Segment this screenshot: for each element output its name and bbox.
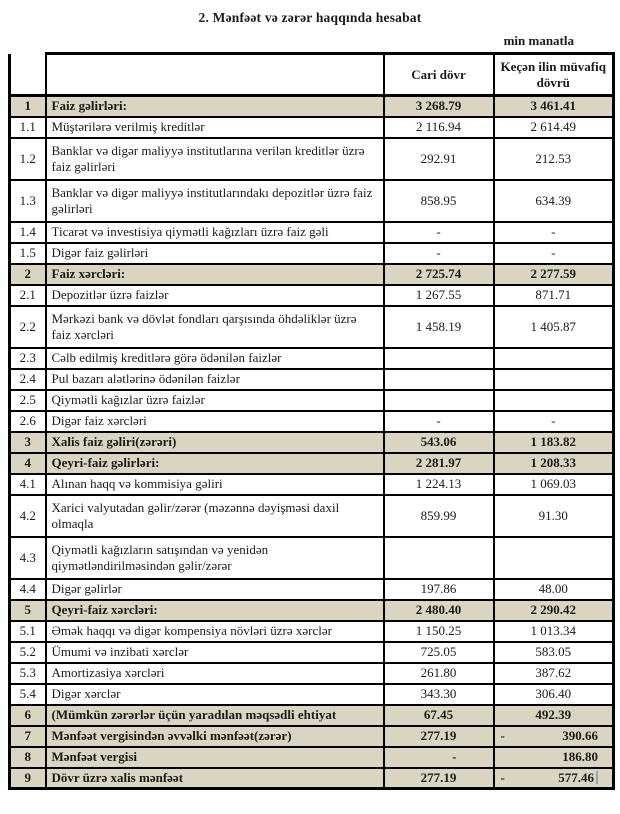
row-label-cell: Qeyri-faiz gəlirləri: <box>46 453 384 474</box>
current-value-cell: 858.95 <box>384 180 494 222</box>
previous-value-cell <box>494 432 614 453</box>
row-label-cell: Faiz xərcləri: <box>46 264 384 285</box>
table-row <box>10 285 614 306</box>
previous-value: 1 069.03 <box>530 476 576 491</box>
row-number-cell: 3 <box>10 432 46 453</box>
current-value-cell: 1 224.13 <box>384 474 494 495</box>
table-row <box>10 474 614 495</box>
current-value-cell <box>384 348 494 369</box>
table-row <box>10 306 614 348</box>
previous-value-cell <box>494 222 614 243</box>
previous-value-cell <box>494 474 614 495</box>
current-value-cell: 197.86 <box>384 579 494 600</box>
row-number-cell: 4.1 <box>10 474 46 495</box>
row-number-cell: 4.4 <box>10 579 46 600</box>
previous-value: 634.39 <box>535 192 572 208</box>
table-row <box>10 726 614 747</box>
row-number-cell: 5.1 <box>10 621 46 642</box>
previous-value: - <box>551 245 556 260</box>
previous-value-cell <box>494 684 614 705</box>
row-number-cell: 6 <box>10 705 46 726</box>
previous-period-header: Keçən ilin müvafiq dövrü <box>494 54 614 96</box>
row-label-cell: Cəlb edilmiş kreditlərə görə ödənilən faizlər <box>46 348 384 369</box>
row-label-cell: Qiymətli kağızlar üzrə faizlər <box>46 390 384 411</box>
row-number-cell: 1 <box>10 96 46 117</box>
row-label-cell: Mənfəət vergisi <box>46 747 384 768</box>
row-number-cell: 9 <box>10 768 46 789</box>
row-label-cell: Depozitlər üzrə faizlər <box>46 285 384 306</box>
table-row <box>10 138 614 180</box>
table-row <box>10 243 614 264</box>
table-row <box>10 453 614 474</box>
previous-value-cell <box>494 600 614 621</box>
table-body <box>10 96 614 789</box>
table-row <box>10 705 614 726</box>
row-number-cell: 4 <box>10 453 46 474</box>
row-number-cell: 2 <box>10 264 46 285</box>
previous-value-cell <box>494 264 614 285</box>
previous-value: 186.80 <box>562 749 598 764</box>
current-value-cell: 2 725.74 <box>384 264 494 285</box>
previous-value-cell <box>494 285 614 306</box>
row-label-cell: (Mümkün zərərlər üçün yaradılan məqsədli ehtiyat <box>46 705 384 726</box>
profit-loss-table <box>8 52 615 790</box>
previous-value-cell <box>494 495 614 537</box>
report-title: 2. Mənfəət və zərər haqqında hesabat <box>198 10 422 25</box>
row-label-cell: Pul bazarı alətlərinə ödənilən faizlər <box>46 369 384 390</box>
table-row <box>10 264 614 285</box>
current-value-cell: 277.19 <box>384 768 494 789</box>
minus-sign: - <box>500 728 505 743</box>
previous-value-cell <box>494 747 614 768</box>
previous-value: 1 013.34 <box>530 623 576 638</box>
table-row <box>10 390 614 411</box>
table-row <box>10 222 614 243</box>
row-number-cell: 2.1 <box>10 285 46 306</box>
current-period-header: Cari dövr <box>384 54 494 96</box>
table-row <box>10 411 614 432</box>
previous-value-cell <box>494 663 614 684</box>
previous-value-cell <box>494 537 614 579</box>
row-number-cell: 5.2 <box>10 642 46 663</box>
table-row <box>10 684 614 705</box>
current-value-cell <box>384 537 494 579</box>
current-value-cell: 3 268.79 <box>384 96 494 117</box>
previous-value-cell <box>494 180 614 222</box>
current-value-cell: 543.06 <box>384 432 494 453</box>
previous-value-cell <box>494 117 614 138</box>
row-number-cell: 2.6 <box>10 411 46 432</box>
previous-value: 3 461.41 <box>530 98 576 114</box>
current-value-cell: 859.99 <box>384 495 494 537</box>
minus-sign: - <box>500 769 505 785</box>
previous-value-cell <box>494 726 614 747</box>
previous-value: 583.05 <box>535 644 572 659</box>
table-row <box>10 537 614 579</box>
table-row <box>10 621 614 642</box>
previous-value-cell <box>494 768 614 789</box>
table-row <box>10 348 614 369</box>
current-value-cell: 1 458.19 <box>384 306 494 348</box>
table-row <box>10 495 614 537</box>
current-value-cell: - <box>384 747 494 768</box>
corner-cell <box>10 54 46 96</box>
previous-value-cell <box>494 642 614 663</box>
row-label-cell: Digər faiz gəlirləri <box>46 243 384 264</box>
row-number-cell: 5 <box>10 600 46 621</box>
current-value-cell: - <box>384 222 494 243</box>
previous-value: 1 183.82 <box>530 434 576 449</box>
current-value-cell: 2 281.97 <box>384 453 494 474</box>
row-label-cell: Xarici valyutadan gəlir/zərər (məzənnə dəyişməsi daxil olmaqla <box>46 495 384 537</box>
previous-value-cell <box>494 705 614 726</box>
previous-value: 306.40 <box>535 686 572 701</box>
previous-value: 577.46 <box>558 769 594 785</box>
previous-value: - <box>551 413 556 428</box>
previous-value: 492.39 <box>535 707 572 722</box>
row-label-cell: Ticarət və investisiya qiymətli kağızları üzrə faiz gəli <box>46 222 384 243</box>
previous-value: 48.00 <box>538 581 568 596</box>
current-value-cell: 725.05 <box>384 642 494 663</box>
previous-value-cell <box>494 621 614 642</box>
row-label-cell: Qiymətli kağızların satışından və yenidən qiymətləndirilməsindən gəlir/zərər <box>46 537 384 579</box>
row-number-cell: 7 <box>10 726 46 747</box>
previous-value-cell <box>494 579 614 600</box>
table-row <box>10 642 614 663</box>
table-row <box>10 579 614 600</box>
previous-value: 1 405.87 <box>530 318 576 334</box>
description-header-cell <box>46 54 384 96</box>
row-number-cell: 4.2 <box>10 495 46 537</box>
row-label-cell: Xalis faiz gəliri(zərəri) <box>46 432 384 453</box>
row-number-cell: 1.1 <box>10 117 46 138</box>
row-label-cell: Alınan haqq və kommisiya gəliri <box>46 474 384 495</box>
row-label-cell: Banklar və digər maliyyə institutlarındakı depozitlər üzrə faiz gəlirləri <box>46 180 384 222</box>
current-value-cell <box>384 390 494 411</box>
current-value-cell: 67.45 <box>384 705 494 726</box>
row-label-cell: Dövr üzrə xalis mənfəət <box>46 768 384 789</box>
unit-note: min manatla <box>503 33 574 48</box>
row-label-cell: Digər gəlirlər <box>46 579 384 600</box>
previous-value-cell <box>494 411 614 432</box>
previous-value-cell <box>494 96 614 117</box>
row-number-cell: 8 <box>10 747 46 768</box>
row-label-cell: Mənfəət vergisindən əvvəlki mənfəət(zərər) <box>46 726 384 747</box>
row-label-cell: Qeyri-faiz xərcləri: <box>46 600 384 621</box>
current-value-cell: - <box>384 411 494 432</box>
previous-value-cell <box>494 453 614 474</box>
row-number-cell: 5.3 <box>10 663 46 684</box>
row-number-cell: 1.2 <box>10 138 46 180</box>
row-label-cell: Digər xərclər <box>46 684 384 705</box>
text-cursor-artifact <box>596 771 598 784</box>
previous-value-cell <box>494 138 614 180</box>
previous-value: 387.62 <box>535 665 572 680</box>
current-value-cell: - <box>384 243 494 264</box>
previous-value: - <box>551 224 556 239</box>
current-value-cell: 343.30 <box>384 684 494 705</box>
previous-value: 1 208.33 <box>530 455 576 470</box>
previous-value: 2 614.49 <box>530 119 576 134</box>
row-number-cell: 1.3 <box>10 180 46 222</box>
current-value-cell: 261.80 <box>384 663 494 684</box>
row-number-cell: 1.4 <box>10 222 46 243</box>
current-value-cell <box>384 369 494 390</box>
previous-value: 2 290.42 <box>530 602 576 617</box>
previous-value-cell <box>494 243 614 264</box>
table-row <box>10 663 614 684</box>
row-label-cell: Ümumi və inzibati xərclər <box>46 642 384 663</box>
current-value-cell: 292.91 <box>384 138 494 180</box>
row-number-cell: 2.5 <box>10 390 46 411</box>
table-row <box>10 747 614 768</box>
current-value-cell: 2 480.40 <box>384 600 494 621</box>
header-row <box>10 54 614 96</box>
current-value-cell: 277.19 <box>384 726 494 747</box>
previous-value: 390.66 <box>562 728 598 743</box>
previous-value-cell <box>494 369 614 390</box>
table-row <box>10 369 614 390</box>
current-value-cell: 2 116.94 <box>384 117 494 138</box>
previous-value-cell <box>494 306 614 348</box>
row-label-cell: Əmək haqqı və digər kompensiya növləri üzrə xərclər <box>46 621 384 642</box>
previous-value: 212.53 <box>535 150 572 166</box>
row-label-cell: Banklar və digər maliyyə institutlarına verilən kreditlər üzrə faiz gəlirləri <box>46 138 384 180</box>
row-number-cell: 2.2 <box>10 306 46 348</box>
previous-value: 2 277.59 <box>530 266 576 281</box>
table-header <box>10 54 614 96</box>
row-label-cell: Amortizasiya xərcləri <box>46 663 384 684</box>
current-value-cell: 1 150.25 <box>384 621 494 642</box>
row-number-cell: 1.5 <box>10 243 46 264</box>
row-number-cell: 2.4 <box>10 369 46 390</box>
table-row <box>10 96 614 117</box>
previous-value: 91.30 <box>538 507 568 523</box>
table-row <box>10 117 614 138</box>
previous-value-cell <box>494 348 614 369</box>
row-label-cell: Mərkəzi bank və dövlət fondları qarşısında öhdəliklər üzrə faiz xərcləri <box>46 306 384 348</box>
table-row <box>10 600 614 621</box>
row-label-cell: Faiz gəlirləri: <box>46 96 384 117</box>
current-value-cell: 1 267.55 <box>384 285 494 306</box>
table-row <box>10 432 614 453</box>
previous-value: 871.71 <box>535 287 572 302</box>
row-number-cell: 5.4 <box>10 684 46 705</box>
row-label-cell: Digər faiz xərcləri <box>46 411 384 432</box>
table-row <box>10 180 614 222</box>
row-label-cell: Müştərilərə verilmiş kreditlər <box>46 117 384 138</box>
table-row <box>10 768 614 789</box>
row-number-cell: 4.3 <box>10 537 46 579</box>
row-number-cell: 2.3 <box>10 348 46 369</box>
previous-value-cell <box>494 390 614 411</box>
